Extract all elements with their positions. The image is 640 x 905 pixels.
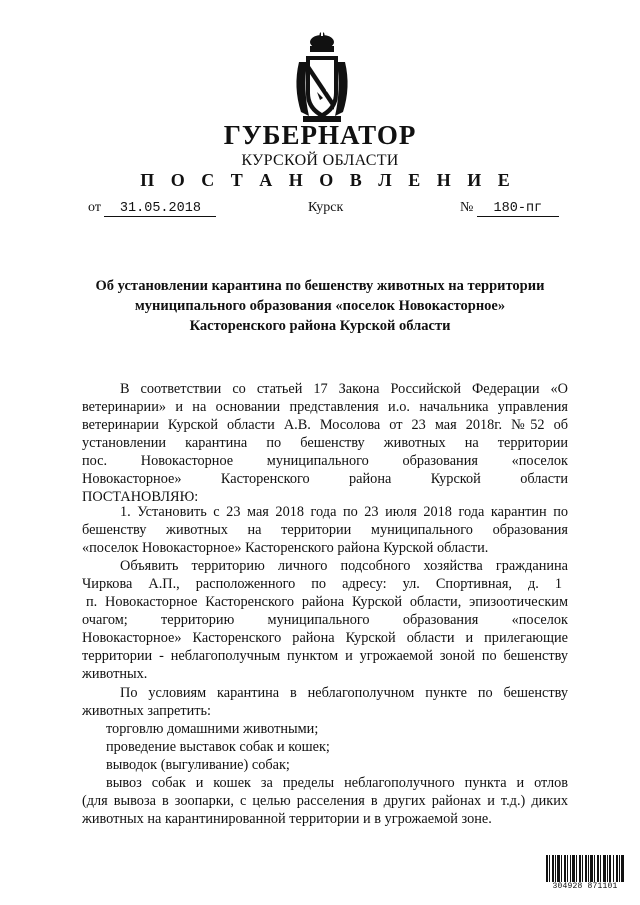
body-line: установлении карантина по бешенству животных на территории: [82, 435, 568, 451]
body-line: животных запретить:: [82, 703, 211, 719]
body-line: Объявить территорию личного подсобного хозяйства гражданина: [120, 558, 568, 574]
body-line: выводок (выгуливание) собак;: [106, 757, 290, 773]
document-title: [70, 276, 570, 336]
body-line: животных на карантинированной территории и в угрожаемой зоне.: [82, 811, 492, 827]
body-line: В соответствии со статьей 17 Закона Российской Федерации «О: [120, 381, 568, 397]
number-field: [460, 200, 559, 217]
body-line: Новокасторное» Касторенского района Курской области и прилегающие: [82, 630, 568, 646]
title-line: Касторенского района Курской области: [189, 318, 451, 334]
governor-heading: ГУБЕРНАТОР: [223, 120, 417, 150]
document-type-heading: П О С Т А Н О В Л Е Н И Е: [140, 170, 516, 190]
body-line: вывоз собак и кошек за пределы неблагополучного пункта и отлов: [106, 775, 568, 791]
body-line: ПОСТАНОВЛЯЮ:: [82, 489, 199, 505]
body-line: Чиркова А.П., расположенного по адресу: ул. Спортивная, д. 1: [82, 576, 562, 592]
body-line: Новокасторное» Касторенского района Курской области: [82, 471, 568, 487]
region-heading: КУРСКОЙ ОБЛАСТИ: [241, 152, 399, 169]
date-label: от: [88, 200, 101, 215]
body-line: п. Новокасторное Касторенского района Курской области, эпизоотическим: [86, 594, 568, 610]
body-line: животных.: [82, 666, 148, 682]
city-label: Курск: [308, 200, 344, 215]
coat-of-arms-emblem: [291, 32, 353, 124]
title-line: Об установлении карантина по бешенству животных на территории: [95, 278, 545, 294]
date-value: 31.05.2018: [104, 202, 216, 217]
number-value: 180-пг: [477, 202, 559, 217]
body-line: ветеринарии Курской области А.В. Мосолова от 23 мая 2018г. №52 об: [82, 417, 568, 433]
body-line: торговлю домашними животными;: [106, 721, 319, 737]
barcode-number: 304928 871101: [546, 882, 624, 891]
date-field: [88, 200, 216, 217]
body-line: проведение выставок собак и кошек;: [106, 739, 330, 755]
body-line: бешенству животных на территории муниципального образования: [82, 522, 568, 538]
body-line: По условиям карантина в неблагополучном пункте по бешенству: [120, 685, 568, 701]
number-label: №: [460, 200, 474, 215]
body-line: пос. Новокасторное муниципального образования «поселок: [82, 453, 568, 469]
body-line: очагом; территорию муниципального образования «поселок: [82, 612, 568, 628]
body-line: территории - неблагополучным пунктом и угрожаемой зоной по бешенству: [82, 648, 568, 664]
body-line: (для вывоза в зоопарки, с целью расселения в других районах и т.д.) диких: [82, 793, 568, 809]
body-line: ветеринарии» и на основании представления и.о. начальника управления: [82, 399, 568, 415]
body-line: «поселок Новокасторное» Касторенского района Курской области.: [82, 540, 489, 556]
body-line: 1. Установить с 23 мая 2018 года по 23 июля 2018 года карантин по: [120, 504, 568, 520]
title-line: муниципального образования «поселок Новокасторное»: [134, 298, 506, 314]
